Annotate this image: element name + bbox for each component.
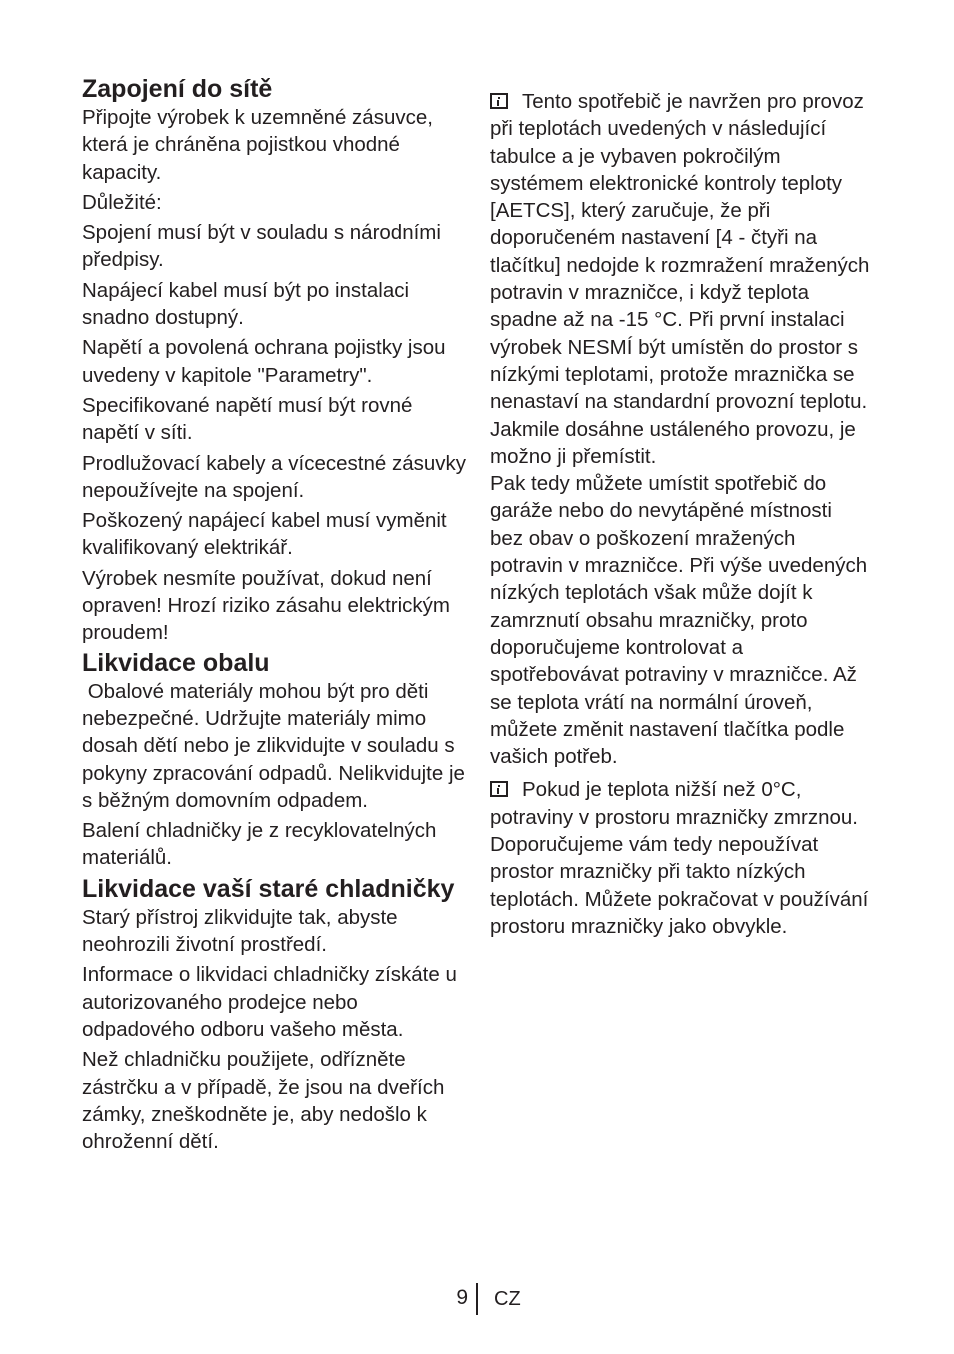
page-footer [0, 1283, 954, 1315]
note-low-temperature [490, 776, 870, 940]
left-column [82, 75, 471, 1158]
paragraph: Poškozený napájecí kabel musí vyměnit kvalifikovaný elektrikář. [82, 509, 447, 560]
info-icon [490, 93, 508, 109]
paragraph: Obalové materiály mohou být pro děti nebezpečné. Udržujte materiály mimo dosah dětí nebo je zlikvidujte v souladu s pokyny zpracování odpadů. Nelikvidujte je s běžným domovním odpadem. [82, 679, 471, 812]
paragraph: Důležité: [82, 190, 162, 214]
right-column [490, 88, 870, 943]
paragraph: Připojte výrobek k uzemněné zásuvce, která je chráněna pojistkou vhodné kapacity. [82, 106, 433, 184]
note-text: Pokud je teplota nižší než 0°C, potraviny v prostoru mrazničky zmrznou. Doporučujeme vám tedy nepoužívat prostor mrazničky při takto nízkých teplotách. Můžete pokračovat v používání prostoru mrazničky jako obvykle. [490, 778, 869, 938]
paragraph: Prodlužovací kabely a vícecestné zásuvky nepoužívejte na spojení. [82, 451, 466, 502]
paragraph: Informace o likvidaci chladničky získáte u autorizovaného prodejce nebo odpadového odboru vašeho města. [82, 963, 457, 1041]
paragraph: Výrobek nesmíte používat, dokud není opraven! Hrozí riziko zásahu elektrickým proudem! [82, 566, 450, 645]
info-icon [490, 781, 508, 797]
language-code: CZ [494, 1288, 521, 1310]
paragraph: Napájecí kabel musí být po instalaci snadno dostupný. [82, 278, 410, 330]
paragraph: Balení chladničky je z recyklovatelných materiálů. [82, 819, 437, 870]
page-number: 9 [456, 1286, 468, 1309]
note-text: Tento spotřebič je navržen pro provoz při teplotách uvedených v následující tabulce a je vybaven pokročilým systémem elektronické kontroly teploty [AETCS], který zaručuje, že při doporučeném nastavení [4 - čtyři na tlačítku] nedojde k rozmražení mražených potravin v mrazničce, i když teplota spadne až na -15 °C. Při první instalaci výrobek NESMÍ být umístěn do prostor s nízkými teplotami, protože mraznička se nenastaví na standardní provozní teplotu. Jakmile dosáhne ustáleného provozu, je možno ji přemístit. [490, 90, 870, 468]
paragraph: Než chladničku použijete, odřízněte zástrčku a v případě, že jsou na dveřích zámky, zneškodněte je, aby nedošlo k ohroženní dětí. [82, 1048, 445, 1154]
section-title-power-connection: Zapojení do sítě [82, 75, 273, 103]
paragraph: Pak tedy můžete umístit spotřebič do garáže nebo do nevytápěné místnosti bez obav o poškození mražených potravin v mrazničce. Při výše uvedených nízkých teplotách však může dojít k zamrznutí obsahu mrazničky, proto doporučujeme kontrolovat a spotřebovávat potraviny v mrazničce. Až se teplota vrátí na normální úroveň, můžete změnit nastavení tlačítka podle vašich potřeb. [490, 472, 868, 769]
paragraph: Napětí a povolená ochrana pojistky jsou uvedeny v kapitole "Parametry". [82, 336, 446, 387]
paragraph: Specifikované napětí musí být rovné napětí v síti. [82, 393, 413, 445]
footer-divider [476, 1283, 478, 1315]
paragraph: Spojení musí být v souladu s národními předpisy. [82, 221, 441, 272]
note-temperature [490, 88, 870, 470]
section-title-old-fridge-disposal: Likvidace vaší staré chladničky [82, 874, 455, 903]
paragraph: Starý přístroj zlikvidujte tak, abyste neohrozili životní prostředí. [82, 905, 398, 957]
section-title-packaging-disposal: Likvidace obalu [82, 648, 270, 677]
